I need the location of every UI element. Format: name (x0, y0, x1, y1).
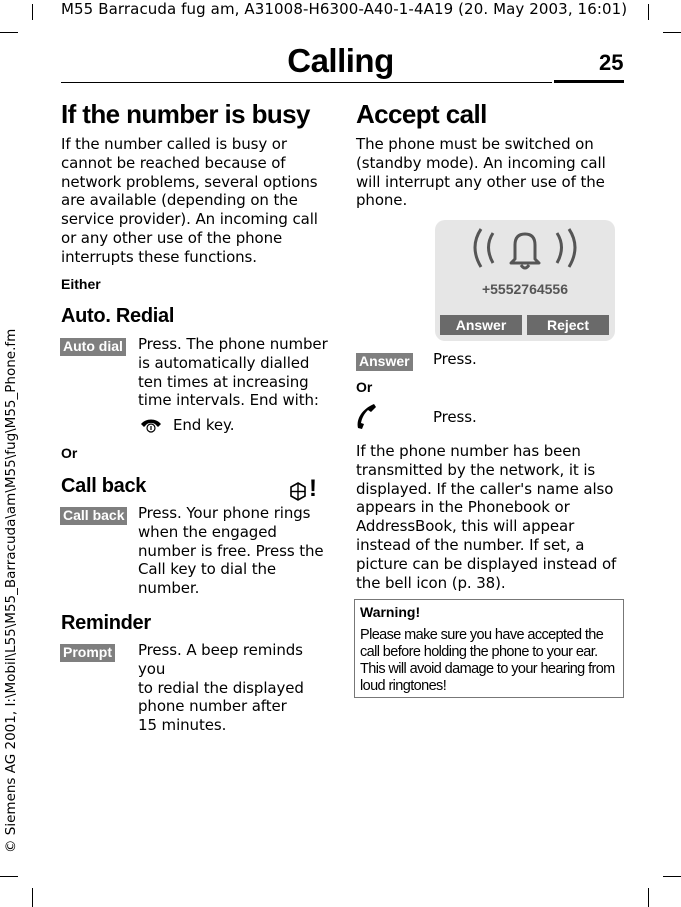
accept-call-intro: The phone must be switched on (standby mode). An incoming call will interrupt any other use of the phone. (356, 135, 606, 210)
end-key-icon (139, 416, 163, 438)
or-label: Or (61, 445, 78, 461)
busy-heading: If the number is busy (61, 99, 310, 129)
warning-box (354, 599, 624, 698)
network-service-mark: ! (309, 475, 317, 502)
busy-intro: If the number called is busy or cannot be reached because of network problems, several options are available (depending on the service provider). An incoming call or any other use of the phone interrupts these functions. (61, 135, 318, 266)
call-key-icon (354, 402, 378, 434)
call-back-softkey[interactable]: Call back (60, 507, 127, 525)
call-back-text: Press. Your phone rings when the engaged number is free. Press the Call key to dial the number. (138, 504, 324, 598)
prompt-softkey[interactable]: Prompt (60, 644, 115, 662)
warning-title: Warning! (360, 604, 421, 620)
ringing-bell-icon (465, 223, 585, 277)
or-label-right: Or (356, 379, 373, 395)
crop-mark (32, 4, 33, 20)
crop-mark (663, 876, 681, 877)
page-number: 25 (599, 50, 624, 75)
running-head: M55 Barracuda fug am, A31008-H6300-A40-1-4A19 (20. May 2003, 16:01) (61, 0, 628, 18)
crop-mark (648, 888, 649, 907)
crop-mark (663, 32, 681, 33)
caller-number: +5552764556 (481, 281, 569, 297)
caller-display-paragraph: If the phone number has been transmitted by the network, it is displayed. If the caller's name also appears in the Phonebook or AddressBook, this will appear instead of the number. If set, a picture can be displayed instead of the bell icon (p. 38). (356, 442, 617, 592)
page-title: Calling (287, 42, 394, 79)
warning-text: Please make sure you have accepted the call before holding the phone to your ear. This will avoid damage to your hearing from loud ringtones! (360, 627, 615, 694)
reminder-text: Press. A beep reminds you to redial the displayed phone number after 15 minutes. (138, 641, 304, 735)
side-file-path: © Siemens AG 2001, I:\Mobil\L55\M55_Barracuda\am\M55\fug\M55_Phone.fm (3, 328, 19, 853)
reminder-heading: Reminder (61, 612, 151, 634)
call-key-press-text: Press. (433, 408, 477, 426)
auto-redial-text: Press. The phone number is automatically dialled ten times at increasing time intervals. End with: (138, 335, 328, 410)
answer-softkey-screen[interactable]: Answer (440, 315, 522, 335)
answer-softkey[interactable]: Answer (356, 353, 413, 371)
crop-mark (32, 888, 33, 907)
answer-press-text: Press. (433, 350, 477, 368)
page-number-rule (554, 80, 624, 83)
either-label: Either (61, 276, 101, 292)
incoming-call-screen (435, 220, 615, 341)
reject-softkey-screen[interactable]: Reject (527, 315, 609, 335)
crop-mark (0, 876, 18, 877)
title-rule (61, 82, 552, 83)
accept-call-heading: Accept call (356, 99, 487, 129)
auto-dial-softkey[interactable]: Auto dial (60, 338, 126, 356)
crop-mark (0, 32, 18, 33)
end-key-text: End key. (173, 416, 235, 434)
call-back-heading: Call back (61, 475, 147, 497)
crop-mark (648, 4, 649, 20)
auto-redial-heading: Auto. Redial (61, 305, 175, 327)
